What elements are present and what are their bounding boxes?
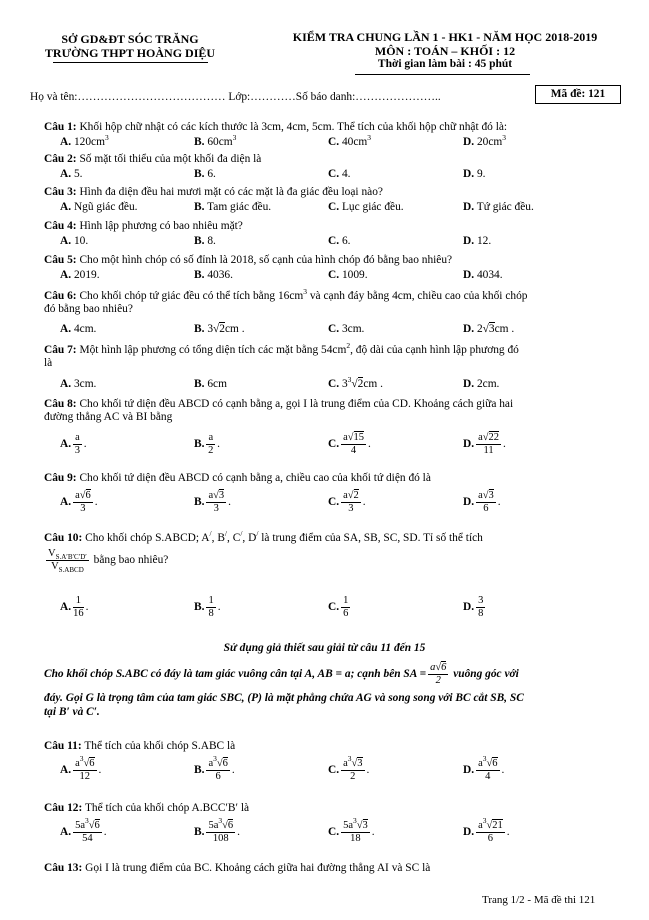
q5-option-a: A. 2019. bbox=[60, 269, 100, 281]
student-info-line: Họ và tên:………………………………… Lớp:…………Số báo danh:………………….. bbox=[30, 91, 441, 103]
q10-option-d: D. $\frac{3}{8}$ bbox=[463, 595, 484, 619]
question-11: Câu 11: Thể tích của khối chóp S.ABC là bbox=[44, 740, 236, 752]
q4-option-d: D. 12. bbox=[463, 235, 492, 247]
q3-option-b: B. Tam giác đều. bbox=[194, 201, 272, 213]
question-6: Câu 6: Cho khối chóp tứ giác đều có thể tích bằng $16cm^3$ và cạnh đáy bằng 4cm, chiều cao của khối chóp đó bằng bao nhiêu? bbox=[44, 287, 528, 315]
q5-option-c: C. 1009. bbox=[328, 269, 368, 281]
school-name: TRƯỜNG THPT HOÀNG DIỆU bbox=[44, 46, 216, 60]
q12-option-b: B. $\frac{5a^3√6}{108}$ . bbox=[194, 816, 240, 844]
q9-option-b: B. $\frac{a√3}{3}$ . bbox=[194, 490, 231, 514]
question-1: Câu 1: Khối hộp chữ nhật có các kích thước là 3cm, 4cm, 5cm. Thể tích của khối hộp chữ nhật đó là: bbox=[44, 121, 508, 133]
question-8: Câu 8: Cho khối tứ diện đều ABCD có cạnh bằng a, gọi I là trung điểm của CD. Khoảng cách giữa hai đường thẳng AC và BI bằng bbox=[44, 398, 514, 423]
q1-option-d: D. $20cm^3$ bbox=[463, 133, 506, 148]
question-5: Câu 5: Cho một hình chóp có số đỉnh là 2018, số cạnh của hình chóp đó bằng bao nhiêu? bbox=[44, 254, 453, 266]
question-7: Câu 7: Một hình lập phương có tổng diện tích các mặt bằng $54cm^2$, độ dài của cạnh hình lập phương đó là bbox=[44, 341, 519, 369]
q2-option-c: C. 4. bbox=[328, 168, 351, 180]
q1-option-a: A. $120cm^3$ bbox=[60, 133, 109, 148]
q7-option-a: A. 3cm. bbox=[60, 378, 97, 390]
q9-option-a: A. $\frac{a√6}{3}$ . bbox=[60, 490, 98, 514]
q1-option-c: C. $40cm^3$ bbox=[328, 133, 371, 148]
question-3: Câu 3: Hình đa diện đều hai mươi mặt có các mặt là đa giác đều loại nào? bbox=[44, 186, 383, 198]
q6-option-b: B. 3√2cm . bbox=[194, 323, 245, 335]
q3-option-c: C. Lục giác đều. bbox=[328, 201, 404, 213]
q6-option-d: D. 2√3cm . bbox=[463, 323, 515, 335]
q7-option-b: B. 6cm bbox=[194, 378, 227, 390]
header-underline-left bbox=[53, 62, 208, 63]
q10-option-a: A. $\frac{1}{16}$ . bbox=[60, 595, 89, 619]
q4-option-a: A. 10. bbox=[60, 235, 89, 247]
q10-ratio: $\frac{V_{S.A'B'C'D'}}{V_{S.ABCD}}$ bằng bao nhiêu? bbox=[48, 548, 169, 575]
q4-option-b: B. 8. bbox=[194, 235, 216, 247]
q12-option-c: C. $\frac{5a^3√3}{18}$ . bbox=[328, 816, 375, 844]
q1-option-b: B. $60cm^3$ bbox=[194, 133, 237, 148]
question-13: Câu 13: Gọi I là trung điểm của BC. Khoảng cách giữa hai đường thẳng AI và SC là bbox=[44, 862, 431, 874]
q3-option-d: D. Tứ giác đều. bbox=[463, 201, 534, 213]
q4-option-c: C. 6. bbox=[328, 235, 351, 247]
subject-line: MÔN : TOÁN – KHỐI : 12 bbox=[374, 44, 516, 58]
exam-code-box: Mã đề: 121 bbox=[535, 85, 621, 104]
q3-option-a: A. Ngũ giác đều. bbox=[60, 201, 138, 213]
intro-heading: Sử dụng giả thiết sau giải từ câu 11 đến 15 bbox=[223, 642, 426, 654]
q6-option-c: C. 3cm. bbox=[328, 323, 365, 335]
q12-option-d: D. $\frac{a^3√21}{6}$ . bbox=[463, 816, 510, 844]
q5-option-d: D. 4034. bbox=[463, 269, 503, 281]
q11-option-a: A. $\frac{a^3√6}{12}$ . bbox=[60, 754, 102, 782]
q11-option-d: D. $\frac{a^3√6}{4}$ . bbox=[463, 754, 505, 782]
q9-option-c: C. $\frac{a√2}{3}$ . bbox=[328, 490, 366, 514]
q11-option-b: B. $\frac{a^3√6}{6}$ . bbox=[194, 754, 235, 782]
q10-option-b: B. $\frac{1}{8}$ . bbox=[194, 595, 221, 619]
question-10: Câu 10: Cho khối chóp S.ABCD; A/, B/, C/, D/ là trung điểm của SA, SB, SC, SD. Tỉ số thể tích bbox=[44, 529, 483, 544]
q7-option-c: C. $3^3√2cm$ . bbox=[328, 375, 383, 390]
header-underline-right bbox=[355, 74, 530, 75]
q8-option-d: D. $\frac{a√22}{11}$ . bbox=[463, 432, 506, 456]
intro-line-2: đáy. Gọi G là trọng tâm của tam giác SBC, (P) là mặt phẳng chứa AG và song song với BC cắt SB, SC bbox=[44, 692, 524, 704]
q9-option-d: D. $\frac{a√3}{6}$ . bbox=[463, 490, 501, 514]
q2-option-a: A. 5. bbox=[60, 168, 83, 180]
time-limit: Thời gian làm bài : 45 phút bbox=[377, 58, 513, 70]
q5-option-b: B. 4036. bbox=[194, 269, 233, 281]
q8-option-c: C. $\frac{a√15}{4}$ . bbox=[328, 432, 371, 456]
q7-option-d: D. 2cm. bbox=[463, 378, 500, 390]
intro-line-3: tại B′ và C′. bbox=[44, 706, 100, 718]
q11-option-c: C. $\frac{a^3√3}{2}$ . bbox=[328, 754, 370, 782]
q2-option-d: D. 9. bbox=[463, 168, 486, 180]
question-12: Câu 12: Thể tích của khối chóp A.BCC′B′ là bbox=[44, 802, 250, 814]
exam-title: KIỂM TRA CHUNG LẦN 1 - HK1 - NĂM HỌC 2018-2019 bbox=[292, 30, 598, 44]
q2-option-b: B. 6. bbox=[194, 168, 216, 180]
q6-option-a: A. 4cm. bbox=[60, 323, 97, 335]
q8-option-a: A. $\frac{a}{3}$ . bbox=[60, 432, 87, 456]
question-4: Câu 4: Hình lập phương có bao nhiêu mặt? bbox=[44, 220, 243, 232]
question-9: Câu 9: Cho khối tứ diện đều ABCD có cạnh bằng a, chiều cao của khối tứ diện đó là bbox=[44, 472, 431, 484]
question-2: Câu 2: Số mặt tối thiểu của một khối đa diện là bbox=[44, 153, 262, 165]
intro-line-1: Cho khối chóp S.ABC có đáy là tam giác vuông cân tại A, AB = a; cạnh bên SA = $\frac{a√6}{2}$ vuông góc với bbox=[44, 662, 519, 686]
q10-option-c: C. $\frac{1}{6}$ bbox=[328, 595, 349, 619]
page-footer: Trang 1/2 - Mã đề thi 121 bbox=[482, 894, 596, 906]
department-name: SỞ GD&ĐT SÓC TRĂNG bbox=[61, 32, 199, 46]
q12-option-a: A. $\frac{5a^3√6}{54}$ . bbox=[60, 816, 107, 844]
q8-option-b: B. $\frac{a}{2}$ . bbox=[194, 432, 220, 456]
